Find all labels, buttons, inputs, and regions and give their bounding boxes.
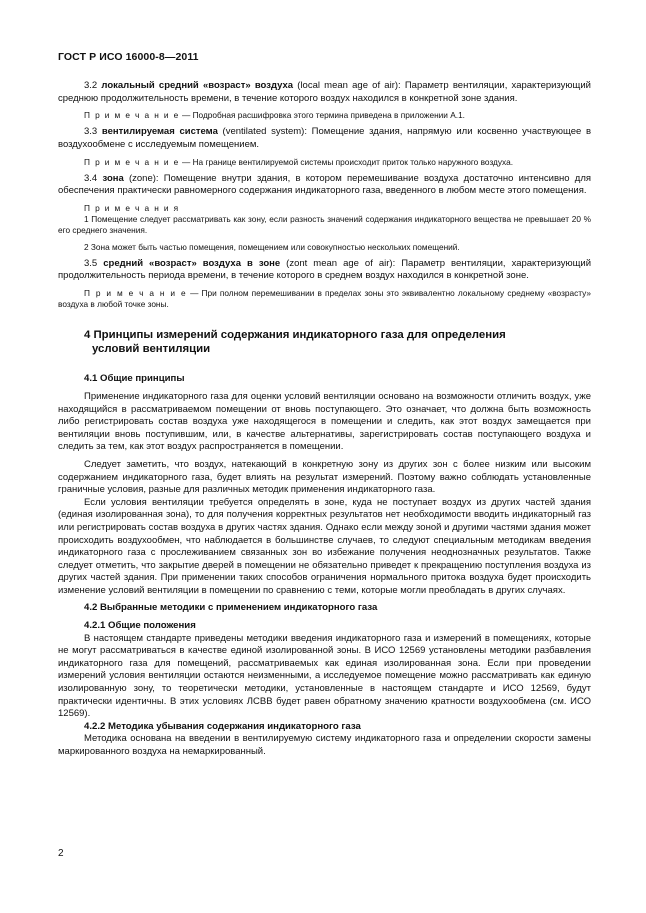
note-3-2 — [58, 110, 591, 121]
section-4-2-2-heading: 4.2.2 Методика убывания содержания индикаторного газа — [84, 720, 361, 732]
note-label: П р и м е ч а н и е — [84, 156, 180, 167]
definition-term: локальный средний «возраст» воздуха — [101, 80, 294, 91]
definition-term: средний «возраст» воздуха в зоне — [103, 257, 281, 269]
note-label: П р и м е ч а н и е — [84, 110, 180, 121]
definition-term: зона — [102, 172, 124, 184]
definition-number: 3.3 — [84, 126, 98, 138]
definition-text: (local mean age of air): Параметр вентиляции, характеризующий среднюю продолжительность времени, в течение которого воздух находился в конкретной зоне здания. — [58, 80, 591, 104]
note-text: — Подробная расшифровка этого термина приведена в приложении А.1. — [179, 110, 465, 121]
note-3-5 — [58, 288, 591, 310]
paragraph: Методика основана на введении в вентилируемую систему индикаторного газа и определении скорости замены маркированного воздуха на немаркированный. — [58, 733, 591, 757]
note-label: П р и м е ч а н и е — [84, 287, 187, 298]
section-4-2-1-heading: 4.2.1 Общие положения — [84, 620, 196, 632]
paragraph: В настоящем стандарте приведены методики введения индикаторного газа и измерений в помещениях, которые не могут рассматриваться в качестве единой изолированной зоны. В ИСО 12569 установлены методики разбавления индикаторного газа для помещений, рассматриваемых как единая изолированная зона. Если при проведении измерений условия вентиляции остаются неизменными, а исследуемое помещение можно рассматривать как единую изолированную зону, то теоретически методики, установленные в настоящем стандарте и ИСО 12569, будут практически идентичны. В этих условиях ЛСВВ будет равен обратному значению кратности воздухообмена (см. ИСО 12569). — [58, 632, 591, 720]
section-4-2-heading: 4.2 Выбранные методики с применением индикаторного газа — [84, 602, 378, 614]
section-4-title: 4 Принципы измерений содержания индикаторного газа для определения условий вентиляции — [84, 329, 506, 356]
definition-text: (zont mean age of air): Параметр вентиляции, характеризующий продолжительность периода времени, в течение которого в среднем воздух находился в конкретной зоне. — [58, 257, 591, 282]
document-body — [58, 80, 591, 759]
note-item: 2 Зона может быть частью помещения, помещением или совокупностью нескольких помещений. — [84, 241, 460, 252]
paragraph: Если условия вентиляции требуется определять в зоне, куда не поступает воздух из других частей здания (единая изолированная зона), то для получения корректных результатов нет необходимости вводить индикаторный газ или регистрировать состав воздуха в других частях здания. Однако если между зоной и другими частями здания может происходить воздухообмен, что наблюдается в большинстве случаев, то следуют специальным методикам введения индикаторного газа с прослеживанием связанных зон во избежание получения неоднозначных результатов. Также следует отметить, что закрытие дверей в помещении не обязательно приведет к прекращению поступления воздуха из других частей здания. При применении таких способов ограничения нормального притока воздуха будет происходить изменение условий вентиляции в помещении по сравнению с теми, которые могли преобладать в других случаях. — [58, 496, 591, 596]
definition-text: (zone): Помещение внутри здания, в котором перемешивание воздуха достаточно интенсивно для обеспечения практически равномерного содержания индикаторного газа, введенного в любом месте этого помещения. — [58, 172, 592, 197]
definition-3-2 — [58, 80, 591, 105]
definition-number: 3.2 — [84, 80, 98, 91]
paragraph: Применение индикаторного газа для оценки условий вентиляции основано на возможности отличить воздух, уже находящийся в рассматриваемом помещении от вновь поступающего. Это означает, что должна быть возможность либо регистрировать состав воздуха уже находящегося в помещении и следить, как этот воздух замещается при вентиляции вновь поступившим, или, в качестве альтернативы, зарегистрировать состав поступающего воздуха и следить за тем, как этот воздух распространяется в помещении. — [58, 390, 591, 453]
notes-3-4-label: П р и м е ч а н и я — [84, 202, 180, 213]
note-item: 1 Помещение следует рассматривать как зону, если разность значений содержания индикаторного вещества не превышает 20 % его среднего значения. — [58, 214, 591, 236]
definition-3-5 — [58, 258, 591, 283]
page-number: 2 — [58, 848, 64, 859]
note-3-3 — [58, 157, 591, 168]
paragraph: Следует заметить, что воздух, натекающий в конкретную зону из других зон с более низким или высоким содержанием индикаторного газа, будет влиять на результат измерений. Поэтому важно соблюдать установленные граничные условия, разные для различных методик применения индикаторного газа. — [58, 458, 591, 496]
note-text: — На границе вентилируемой системы происходит приток только наружного воздуха. — [179, 156, 514, 167]
definition-3-3 — [58, 126, 591, 151]
definition-text: (ventilated system): Помещение здания, напрямую или косвенно участвующее в воздухообмене с исследуемым помещением. — [58, 126, 592, 150]
note-text: — При полном перемешивании в пределах зоны это эквивалентно локальному среднему «возрасту» воздуха в любой точке зоны. — [58, 287, 591, 310]
section-4-1-heading: 4.1 Общие принципы — [84, 373, 185, 385]
definition-number: 3.4 — [84, 172, 98, 184]
definition-number: 3.5 — [84, 257, 98, 269]
definition-3-4 — [58, 173, 591, 198]
document-header: ГОСТ Р ИСО 16000-8—2011 — [58, 51, 199, 63]
definition-term: вентилируемая система — [101, 126, 218, 138]
